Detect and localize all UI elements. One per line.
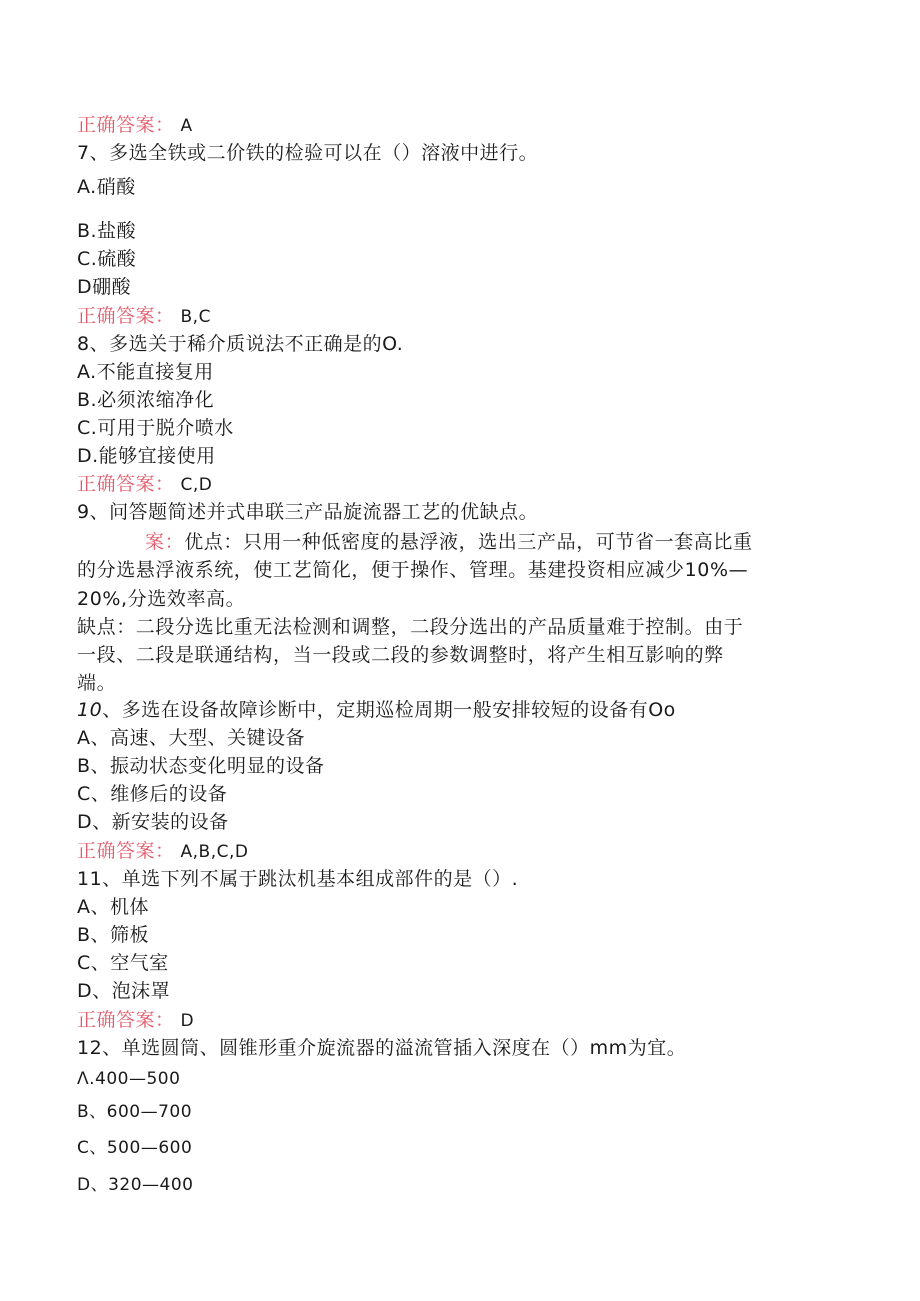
option-a: A、机体 bbox=[77, 896, 149, 918]
answer-row bbox=[77, 472, 212, 497]
question-text: 12、单选圆筒、圆锥形重介旋流器的溢流管插入深度在（）mm为宜。 bbox=[77, 1037, 687, 1059]
option-b: B.盐酸 bbox=[77, 220, 137, 242]
answer-paragraph-line: 20%,分选效率高。 bbox=[77, 588, 246, 610]
answer-paragraph-line: 端。 bbox=[77, 672, 117, 694]
option-c: C、维修后的设备 bbox=[77, 783, 228, 805]
answer-paragraph-line: 缺点：二段分选比重无法检测和调整，二段分选出的产品质量难于控制。由于 bbox=[77, 616, 744, 638]
option-c: C、空气室 bbox=[77, 952, 169, 974]
answer-label: 正确答案： bbox=[77, 1009, 175, 1031]
option-a: A.不能直接复用 bbox=[77, 361, 214, 383]
answer-text: 优点：只用一种低密度的悬浮液，选出三产品，可节省一套高比重 bbox=[184, 531, 753, 553]
option-b: B、筛板 bbox=[77, 924, 150, 946]
option-a: A.硝酸 bbox=[77, 176, 136, 198]
option-c: C、500—600 bbox=[77, 1138, 193, 1158]
answer-value: A bbox=[180, 116, 193, 136]
option-c: C.可用于脱介喷水 bbox=[77, 417, 234, 439]
answer-paragraph-line bbox=[77, 528, 753, 557]
answer-value: B,C bbox=[180, 307, 211, 327]
option-b: B、振动状态变化明显的设备 bbox=[77, 755, 325, 777]
option-d: D、泡沫罩 bbox=[77, 980, 171, 1002]
answer-value: C,D bbox=[180, 475, 213, 495]
question-text: 9、问答题简述并式串联三产品旋流器工艺的优缺点。 bbox=[77, 501, 539, 523]
answer-row bbox=[77, 304, 211, 329]
answer-label: 正确答案： bbox=[77, 114, 175, 136]
answer-label: 正确答案： bbox=[77, 305, 175, 327]
question-text: 8、多选关于稀介质说法不正确是的O. bbox=[77, 333, 404, 355]
answer-value: D bbox=[180, 1011, 195, 1031]
answer-prefix: 案： bbox=[145, 531, 185, 553]
question-body: 、多选在设备故障诊断中，定期巡检周期一般安排较短的设备有Oo bbox=[102, 699, 676, 721]
question-number: 10 bbox=[77, 699, 103, 721]
option-a: A、高速、大型、关键设备 bbox=[77, 727, 305, 749]
option-d: D.能够宜接使用 bbox=[77, 445, 216, 467]
option-d: D硼酸 bbox=[77, 276, 132, 298]
question-text bbox=[77, 698, 676, 722]
answer-row bbox=[77, 1008, 194, 1033]
option-d: D、320—400 bbox=[77, 1175, 194, 1195]
answer-row bbox=[77, 113, 193, 138]
answer-label: 正确答案： bbox=[77, 473, 175, 495]
answer-label: 正确答案： bbox=[77, 840, 175, 862]
question-text: 11、单选下列不属于跳汰机基本组成部件的是（）. bbox=[77, 868, 519, 890]
option-d: D、新安装的设备 bbox=[77, 811, 229, 833]
answer-value: A,B,C,D bbox=[180, 842, 249, 862]
option-b: B、600—700 bbox=[77, 1102, 193, 1122]
option-b: B.必须浓缩净化 bbox=[77, 389, 215, 411]
option-a: Λ.400—500 bbox=[77, 1069, 181, 1089]
option-c: C.硫酸 bbox=[77, 248, 137, 270]
answer-paragraph-line: 的分选悬浮液系统，使工艺简化，便于操作、管理。基建投资相应减少10%— bbox=[77, 559, 749, 581]
answer-row bbox=[77, 839, 248, 864]
answer-paragraph-line: 一段、二段是联通结构，当一段或二段的参数调整时，将产生相互影响的弊 bbox=[77, 644, 724, 666]
question-text: 7、多选全铁或二价铁的检验可以在（）溶液中进行。 bbox=[77, 142, 539, 164]
